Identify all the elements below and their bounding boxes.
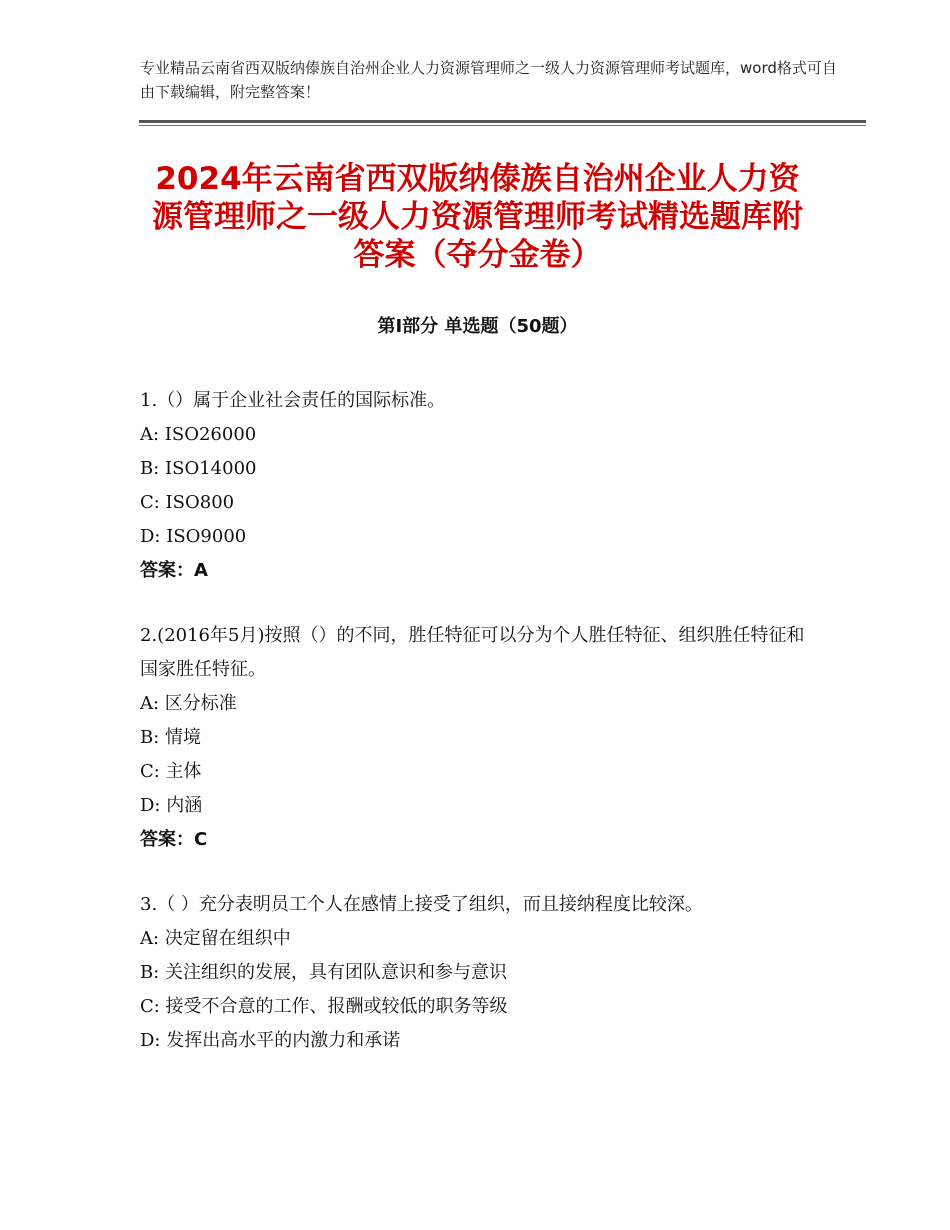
question-item [140,384,820,588]
question-item [140,888,820,1058]
question-stem: 1.（）属于企业社会责任的国际标准。 [140,390,446,411]
answer-line: 答案：A [140,560,208,581]
header-divider [139,120,866,123]
question-item [140,619,820,857]
option-d: D: 内涵 [140,795,203,816]
question-stem: 3.（ ）充分表明员工个人在感情上接受了组织，而且接纳程度比较深。 [140,894,703,915]
option-d: D: ISO9000 [140,526,247,547]
option-b: B: 关注组织的发展，具有团队意识和参与意识 [140,962,508,983]
question-stem: 2.(2016年5月)按照（）的不同，胜任特征可以分为个人胜任特征、组织胜任特征和国家胜任特征。 [140,625,805,680]
document-title: 2024年云南省西双版纳傣族自治州企业人力资源管理师之一级人力资源管理师考试精选题库附答案（夺分金卷） [152,161,803,273]
option-b: B: 情境 [140,727,202,748]
section-title: 第Ⅰ部分 单选题（50题） [377,316,578,337]
option-d: D: 发挥出高水平的内激力和承诺 [140,1030,401,1051]
question-list [140,384,820,1089]
option-a: A: 区分标准 [140,693,237,714]
option-c: C: 接受不合意的工作、报酬或较低的职务等级 [140,996,508,1017]
header-divider-thin [139,125,866,126]
header-note: 专业精品云南省西双版纳傣族自治州企业人力资源管理师之一级人力资源管理师考试题库，word格式可自由下载编辑，附完整答案！ [140,59,837,101]
option-a: A: 决定留在组织中 [140,928,291,949]
option-b: B: ISO14000 [140,458,257,479]
option-a: A: ISO26000 [140,424,257,445]
option-c: C: 主体 [140,761,202,782]
option-c: C: ISO800 [140,492,235,513]
answer-line: 答案：C [140,829,208,850]
